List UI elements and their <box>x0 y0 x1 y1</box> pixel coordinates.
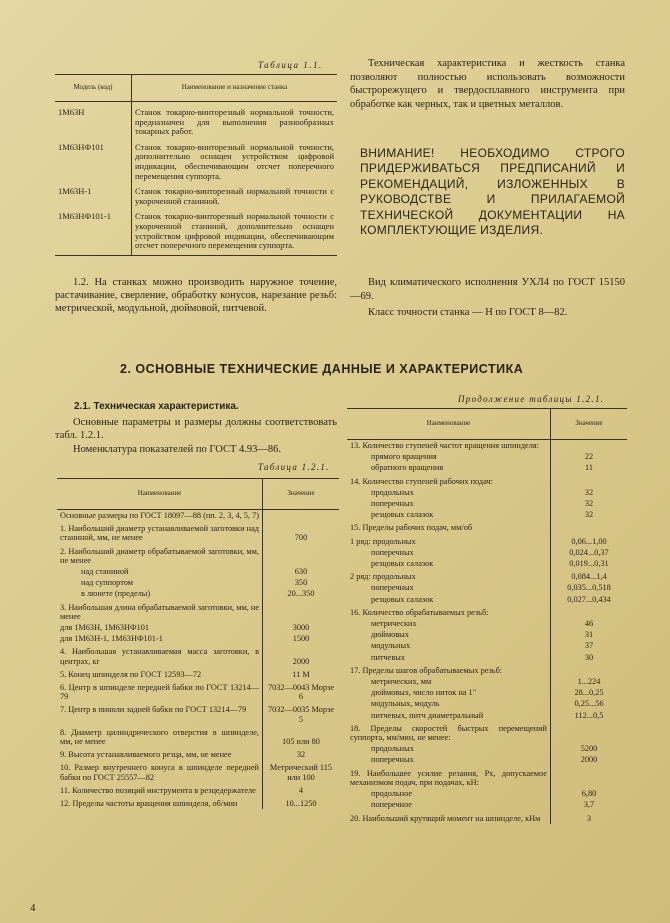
parameter-label: 18. Пределы скоростей быстрых перемещений суппорта, мм/мин, не менее: <box>347 721 551 743</box>
table-1-2-1-col-value: Значение <box>263 479 340 510</box>
table-row <box>347 440 627 452</box>
table-row <box>347 663 627 676</box>
parameter-value: 4 <box>298 785 304 795</box>
model-code: 1М63НФ101-1 <box>55 211 132 255</box>
parameter-value <box>551 440 628 452</box>
table-row <box>347 569 627 582</box>
table-row <box>57 680 339 702</box>
table-row <box>57 566 339 577</box>
parameter-value: 0,084...1,4 <box>571 572 607 582</box>
table-row <box>57 510 339 522</box>
parameter-label: резцовых салазок <box>347 509 551 520</box>
parameter-label: модульных <box>347 640 551 651</box>
table-row <box>57 702 339 724</box>
parameter-label: поперечных <box>347 547 551 558</box>
parameter-value: 0,024...0,37 <box>569 547 609 557</box>
table-row <box>347 451 627 462</box>
table-row <box>57 633 339 644</box>
table-row <box>347 474 627 487</box>
parameter-label: продольное <box>347 788 551 799</box>
parameter-label: обратного вращения <box>347 462 551 473</box>
table-row <box>347 605 627 618</box>
climate-text: Вид климатического исполнения УХЛ4 по ГОСТ 15150—69. <box>350 277 625 302</box>
table-row <box>347 594 627 605</box>
parameter-value: 32 <box>584 487 594 497</box>
table-row <box>347 687 627 698</box>
parameter-value: 0,06...1,00 <box>571 536 607 546</box>
table-1-2-1-title: Таблица 1.2.1. <box>258 462 330 472</box>
table-row <box>347 520 627 533</box>
table-row <box>57 588 339 599</box>
parameter-label: 2. Наибольший диаметр обрабатываемой заготовки, мм, не менее <box>57 544 263 566</box>
table-row <box>57 667 339 680</box>
parameter-value: 630 <box>294 567 308 577</box>
parameter-value: 3 <box>586 813 592 823</box>
paragraph-1-2: 1.2. На станках можно производить наружное точение, растачивание, сверление, обработку конусов, нарезание резьб: метрической, модульной, дюймовой, питчевой. <box>55 277 337 314</box>
parameter-value <box>551 474 628 487</box>
parameter-label: над станиной <box>57 566 263 577</box>
table-row <box>57 577 339 588</box>
parameter-value: 2000 <box>292 656 310 666</box>
table-row <box>347 547 627 558</box>
table-row <box>347 509 627 520</box>
parameter-label: поперечных <box>347 498 551 509</box>
parameter-value: 112...0,5 <box>574 710 604 720</box>
table-row <box>57 600 339 622</box>
table-row <box>347 629 627 640</box>
table-row <box>347 766 627 788</box>
model-code: 1М63НФ101 <box>55 142 132 186</box>
table-row <box>347 754 627 765</box>
table-row <box>347 698 627 709</box>
parameter-label: 10. Размер внутреннего конуса в шпинделе передней бабки по ГОСТ 25557—82 <box>57 760 263 782</box>
table-row <box>347 743 627 754</box>
table-row <box>347 721 627 743</box>
parameter-value: 28...0,25 <box>574 688 604 698</box>
model-code: 1М63Н-1 <box>55 186 132 211</box>
parameter-label: продольных <box>347 487 551 498</box>
parameter-label: 20. Наибольший крутящий момент на шпинделе, кНм <box>347 811 551 824</box>
table-row <box>347 462 627 473</box>
table-1-2-1c-col-value: Значение <box>551 409 628 440</box>
parameter-value: 6,80 <box>581 789 597 799</box>
parameter-label: дюймовых <box>347 629 551 640</box>
table-row <box>347 534 627 547</box>
table-1-1-col-model: Модель (код) <box>55 75 132 102</box>
parameter-label: 6. Центр в шпинделе передней бабки по ГОСТ 13214—79 <box>57 680 263 702</box>
parameter-value: 5200 <box>580 744 598 754</box>
parameter-value: 0,035...0,518 <box>567 583 611 593</box>
table-row <box>347 676 627 687</box>
parameter-label: 2 ряд: продольных <box>347 569 551 582</box>
page-number: 4 <box>30 902 36 914</box>
parameter-value: 0,027...0,434 <box>567 594 611 604</box>
parameter-value <box>263 600 340 622</box>
model-description: Станок токарно-винторезный нормальной точности с укороченной станиной. <box>135 186 334 206</box>
parameter-value: 32 <box>296 750 306 760</box>
parameter-label: модульных, модуль <box>347 698 551 709</box>
parameter-label: 12. Пределы частоты вращения шпинделя, об/мин <box>57 796 263 809</box>
table-row <box>347 582 627 593</box>
parameter-value: 1500 <box>292 634 310 644</box>
parameter-label: поперечных <box>347 754 551 765</box>
table-row <box>57 796 339 809</box>
parameter-value: 31 <box>584 630 594 640</box>
table-1-1 <box>55 74 337 256</box>
table-row <box>347 799 627 810</box>
accuracy-class-text: Класс точности станка — Н по ГОСТ 8—82. <box>368 307 568 318</box>
parameter-value: 2000 <box>580 755 598 765</box>
table-row <box>57 544 339 566</box>
parameter-value: 32 <box>584 510 594 520</box>
model-description: Станок токарно-винторезный нормальной точности с укороченной станиной, дополнительно оснащен устройством цифровой индикации, обеспечивающим отсчет поперечного перемещения суппорта. <box>132 211 338 255</box>
parameter-value: 46 <box>584 619 594 629</box>
table-row <box>55 186 337 211</box>
parameter-value: 20...350 <box>287 589 315 599</box>
table-row <box>57 725 339 747</box>
table-row <box>55 142 337 186</box>
table-1-2-1c-body <box>347 440 627 824</box>
parameter-label: для 1М63Н-1, 1М63НФ101-1 <box>57 633 263 644</box>
table-row <box>347 652 627 663</box>
parameter-label: 5. Конец шпинделя по ГОСТ 12593—72 <box>57 667 263 680</box>
parameter-value: 32 <box>584 499 594 509</box>
parameter-value: 22 <box>584 452 594 462</box>
subsection-2-1-text: Основные параметры и размеры должны соответствовать табл. 1.2.1. <box>55 417 337 441</box>
nomenclature-text: Номенклатура показателей по ГОСТ 4.93—86. <box>73 444 281 455</box>
table-row <box>57 644 339 666</box>
parameter-label: продольных <box>347 743 551 754</box>
parameter-label: 1. Наибольший диаметр устанавливаемой заготовки над станиной, мм, не менее <box>57 521 263 543</box>
parameter-label: метрических, мм <box>347 676 551 687</box>
table-row <box>57 521 339 543</box>
parameter-value: 30 <box>584 652 594 662</box>
table-row <box>347 640 627 651</box>
table-row <box>347 811 627 824</box>
table-1-2-1-continued-title: Продолжение таблицы 1.2.1. <box>458 394 605 404</box>
parameter-value <box>263 544 340 566</box>
parameter-label: для 1М63Н, 1М63НФ101 <box>57 622 263 633</box>
parameter-label: 17. Пределы шагов обрабатываемых резьб: <box>347 663 551 676</box>
table-row <box>55 102 337 142</box>
parameter-label: 14. Количество ступеней рабочих подач: <box>347 474 551 487</box>
parameter-value: 0,25...56 <box>574 699 604 709</box>
parameter-label: 15. Пределы рабочих подач, мм/об <box>347 520 551 533</box>
table-1-1-title: Таблица 1.1. <box>258 60 323 70</box>
parameter-label: 19. Наибольшее усилие резания, Px, допускаемое механизмом подач, при подачах, кН: <box>347 766 551 788</box>
parameter-label: питчевых <box>347 652 551 663</box>
parameter-label: резцовых салазок <box>347 594 551 605</box>
parameter-label: 16. Количество обрабатываемых резьб: <box>347 605 551 618</box>
table-row <box>57 622 339 633</box>
parameter-label: 4. Наибольшая устанавливаемая масса заготовки, в центрах, кг <box>57 644 263 666</box>
parameter-value <box>551 663 628 676</box>
parameter-value: Метрический 115 или 100 <box>269 763 333 782</box>
table-row <box>347 498 627 509</box>
table-1-2-1-body <box>57 510 339 810</box>
parameter-label: резцовых салазок <box>347 558 551 569</box>
parameter-value: 11 М <box>292 669 310 679</box>
section-2-heading: 2. ОСНОВНЫЕ ТЕХНИЧЕСКИЕ ДАННЫЕ И ХАРАКТЕРИСТИКА <box>120 362 524 376</box>
table-1-2-1c-col-name: Наименование <box>347 409 551 440</box>
warning-notice: ВНИМАНИЕ! НЕОБХОДИМО СТРОГО ПРИДЕРЖИВАТЬСЯ ПРЕДПИСАНИЙ И РЕКОМЕНДАЦИЙ, ИЗЛОЖЕННЫХ В РУКОВОДСТВЕ И ПРИЛАГАЕМОЙ ТЕХНИЧЕСКОЙ ДОКУМЕНТАЦИИ НА КОМПЛЕКТУЮЩИЕ ИЗДЕЛИЯ. <box>360 146 625 238</box>
parameter-label: поперечное <box>347 799 551 810</box>
table-row <box>347 618 627 629</box>
parameter-label: метрических <box>347 618 551 629</box>
table-1-2-1-col-name: Наименование <box>57 479 263 510</box>
parameter-label: над суппортом <box>57 577 263 588</box>
parameter-value <box>551 766 628 788</box>
parameter-value <box>551 605 628 618</box>
table-row <box>57 783 339 796</box>
table-row <box>57 747 339 760</box>
table-1-2-1-continued <box>347 408 627 824</box>
parameter-label: Основные размеры по ГОСТ 18097—88 (пп. 2, 3, 4, 5, 7) <box>57 510 263 522</box>
parameter-label: 7. Центр в пиноли задней бабки по ГОСТ 13214—79 <box>57 702 263 724</box>
parameter-value: 37 <box>584 641 594 651</box>
parameter-label: 11. Количество позиций инструмента в резцедержателе <box>57 783 263 796</box>
table-row <box>347 487 627 498</box>
table-row <box>347 710 627 721</box>
model-code: 1М63Н <box>55 102 132 142</box>
parameter-value: 350 <box>294 578 308 588</box>
parameter-label: 3. Наибольшая длина обрабатываемой заготовки, мм, не менее <box>57 600 263 622</box>
parameter-value <box>263 510 340 522</box>
subsection-2-1-heading: 2.1. Техническая характеристика. <box>74 401 239 412</box>
parameter-label: 1 ряд: продольных <box>347 534 551 547</box>
parameter-value: 7032—0043 Морзе 6 <box>267 683 335 702</box>
model-description: Станок токарно-винторезный нормальной точности, предназначен для выполнения разнообразных токарных работ. <box>135 107 334 137</box>
parameter-label: в люнете (пределы) <box>57 588 263 599</box>
parameter-value: 11 <box>585 463 593 473</box>
parameter-value: 7032—0035 Морзе 5 <box>267 705 335 724</box>
parameter-value: 105 или 80 <box>282 737 320 747</box>
parameter-label: 8. Диаметр цилиндрического отверстия в шпинделе, мм, не менее <box>57 725 263 747</box>
intro-paragraph: Техническая характеристика и жесткость станка позволяют полностью использовать возможности быстрорежущего и твердосплавного инструмента при обработке как черных, так и цветных металлов. <box>350 58 625 110</box>
table-row <box>347 788 627 799</box>
parameter-value <box>551 520 628 533</box>
model-description: Станок токарно-винторезный нормальной точности, дополнительно оснащен устройством цифровой индикации, обеспечивающим отсчет поперечного перемещения суппорта. <box>135 141 334 181</box>
table-row <box>55 211 337 255</box>
table-1-1-col-name: Наименование и назначение станка <box>132 75 338 102</box>
table-row <box>57 760 339 782</box>
parameter-value: 10...1250 <box>285 799 317 809</box>
table-1-2-1 <box>57 478 339 809</box>
parameter-value: 3,7 <box>583 800 595 810</box>
parameter-value: 0,019...0,31 <box>569 559 609 569</box>
parameter-value: 3000 <box>292 623 310 633</box>
parameter-label: питчевых, питч диаметральный <box>347 710 551 721</box>
parameter-value <box>551 721 628 743</box>
table-row <box>347 558 627 569</box>
parameter-label: дюймовых, число ниток на 1" <box>347 687 551 698</box>
parameter-label: 9. Высота устанавливаемого резца, мм, не менее <box>57 747 263 760</box>
parameter-label: прямого вращения <box>347 451 551 462</box>
parameter-label: поперечных <box>347 582 551 593</box>
parameter-value: 1...224 <box>577 677 601 687</box>
parameter-label: 13. Количество ступеней частот вращения шпинделя: <box>347 440 551 452</box>
parameter-value: 700 <box>294 533 308 543</box>
